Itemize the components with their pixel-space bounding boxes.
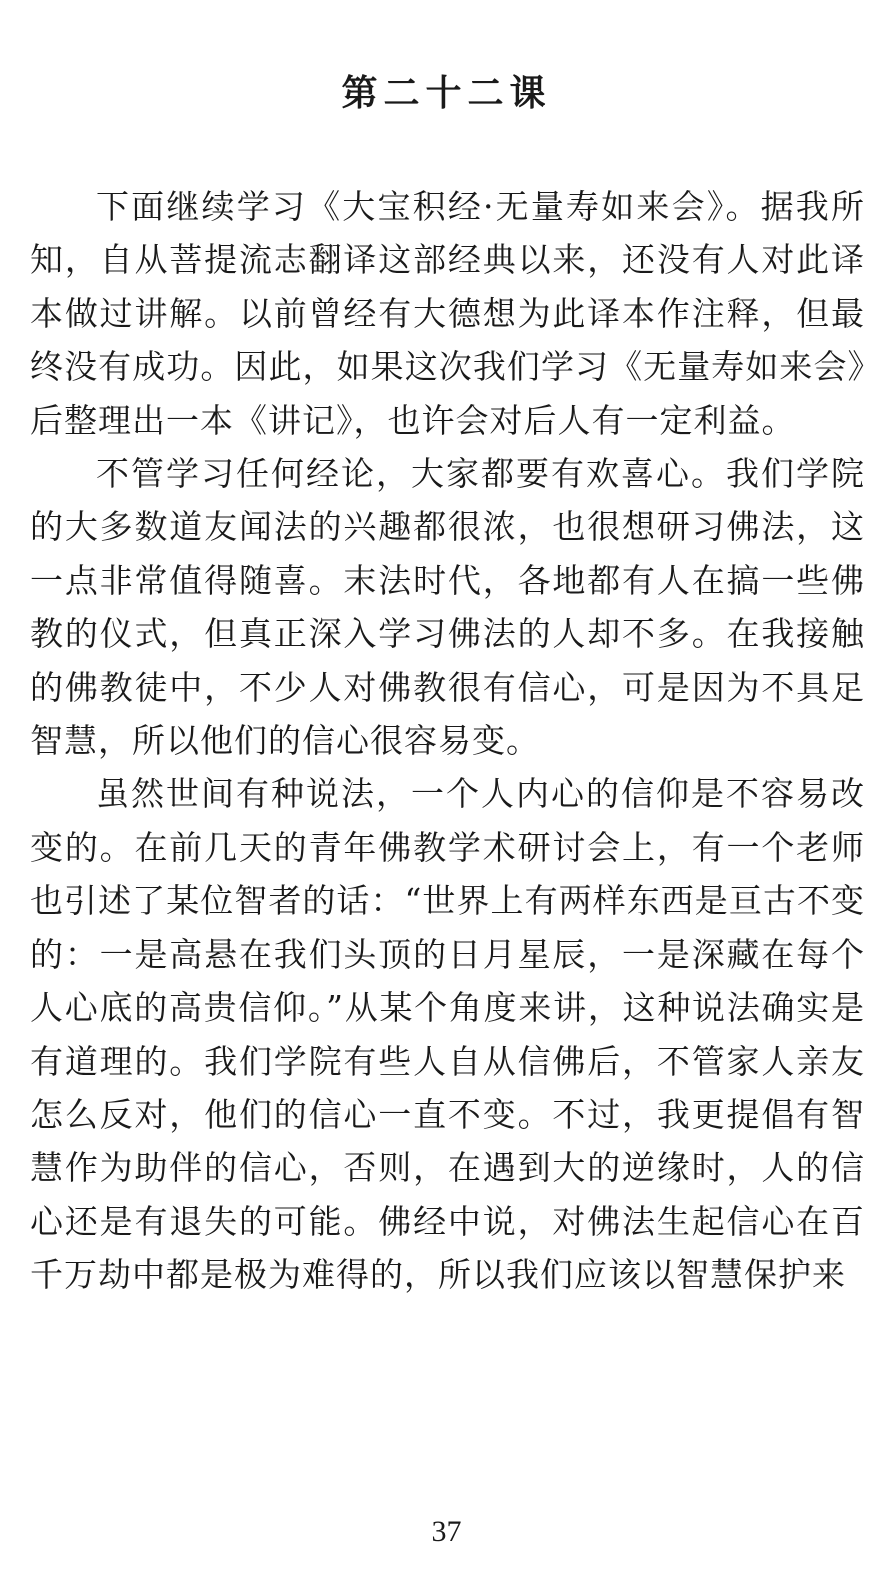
lesson-title: 第二十二课 — [341, 73, 552, 114]
paragraph: 虽然世间有种说法，一个人内心的信仰是不容易改变的。在前几天的青年佛教学术研讨会上，有一个老师也引述了某位智者的话：“世界上有两样东西是亘古不变的：一是高悬在我们头顶的日月星辰，一是深藏在每个人心底的高贵信仰。”从某个角度来讲，这种说法确实是有道理的。我们学院有些人自从信佛后，不管家人亲友怎么反对，他们的信心一直不变。不过，我更提倡有智慧作为助伴的信心，否则，在遇到大的逆缘时，人的信心还是有退失的可能。佛经中说，对佛法生起信心在百千万劫中都是极为难得的，所以我们应该以智慧保护来 — [30, 774, 865, 1295]
paragraph: 不管学习任何经论，大家都要有欢喜心。我们学院的大多数道友闻法的兴趣都很浓，也很想研习佛法，这一点非常值得随喜。末法时代，各地都有人在搞一些佛教的仪式，但真正深入学习佛法的人却不多。在我接触的佛教徒中，不少人对佛教很有信心，可是因为不具足智慧，所以他们的信心很容易变。 — [30, 454, 865, 761]
body-text — [30, 180, 865, 1302]
page-number: 37 — [431, 1515, 462, 1548]
paragraph: 下面继续学习《大宝积经·无量寿如来会》。据我所知，自从菩提流志翻译这部经典以来，还没有人对此译本做过讲解。以前曾经有大德想为此译本作注释，但最终没有成功。因此，如果这次我们学习《无量寿如来会》后整理出一本《讲记》，也许会对后人有一定利益。 — [30, 187, 865, 440]
